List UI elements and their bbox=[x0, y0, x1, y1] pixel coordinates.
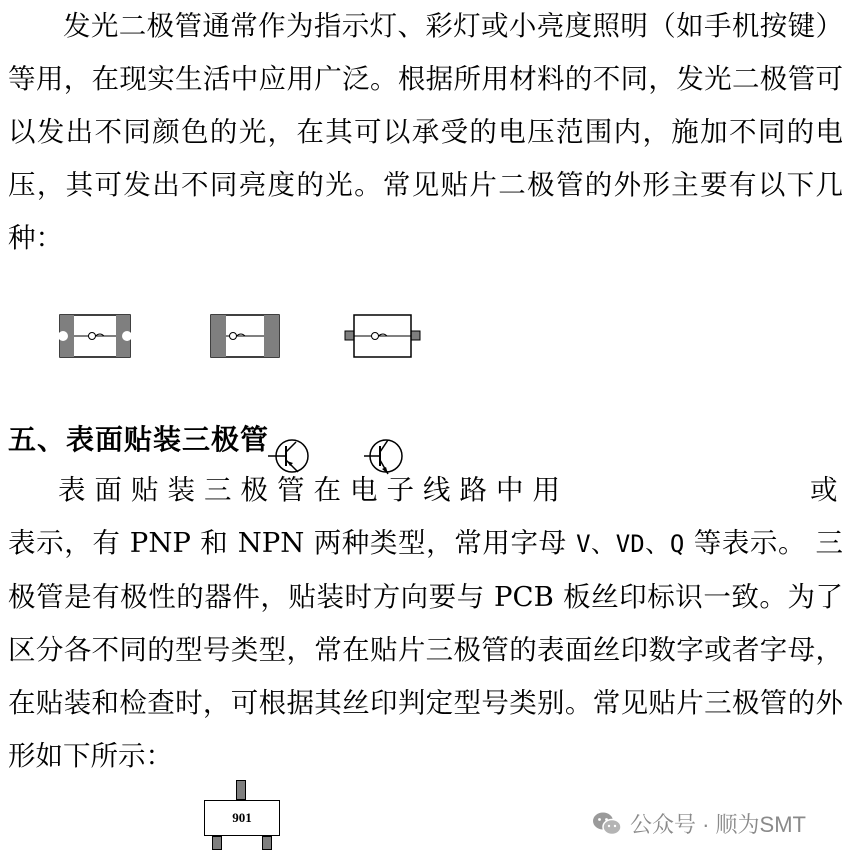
diode-package-1 bbox=[60, 315, 132, 359]
top-lead bbox=[236, 780, 246, 800]
watermark bbox=[592, 808, 806, 839]
section-text-b: 等表示。 三极管是有极性的器件，贴装时方向要与 PCB 板丝印标识一致。为了区分各不同的型号类型，常在贴片三极管的表面丝印数字或者字母，在贴装和检查时，可根据其丝印判定型号类别。常见贴片三极管的外形如下所示： bbox=[8, 527, 844, 772]
diode-package-2 bbox=[211, 315, 283, 359]
section-line-1-end: 或 bbox=[810, 474, 838, 506]
bottom-lead-left bbox=[212, 836, 222, 850]
bottom-lead-right bbox=[262, 836, 272, 850]
watermark-text: 公众号 · 顺为SMT bbox=[630, 812, 806, 837]
section-paragraph bbox=[8, 517, 843, 783]
designator-letters: V、VD、Q bbox=[576, 530, 685, 558]
package-body bbox=[204, 800, 280, 836]
wechat-icon bbox=[592, 811, 622, 837]
section-text-a: 表示，有 PNP 和 NPN 两种类型，常用字母 bbox=[8, 527, 577, 559]
package-marking: 901 bbox=[232, 810, 252, 825]
diode-package-3 bbox=[345, 315, 425, 359]
section-heading: 五、表面贴装三极管 bbox=[8, 423, 270, 456]
section-line-1: 表面贴装三极管在电子线路中用 bbox=[58, 474, 569, 506]
intro-paragraph: 发光二极管通常作为指示灯、彩灯或小亮度照明（如手机按键）等用，在现实生活中应用广泛。根据所用材料的不同，发光二极管可以发出不同颜色的光，在其可以承受的电压范围内，施加不同的电压，其可发出不同亮度的光。常见贴片二极管的外形主要有以下几种： bbox=[8, 10, 843, 254]
sot23-package-figure bbox=[200, 780, 284, 856]
